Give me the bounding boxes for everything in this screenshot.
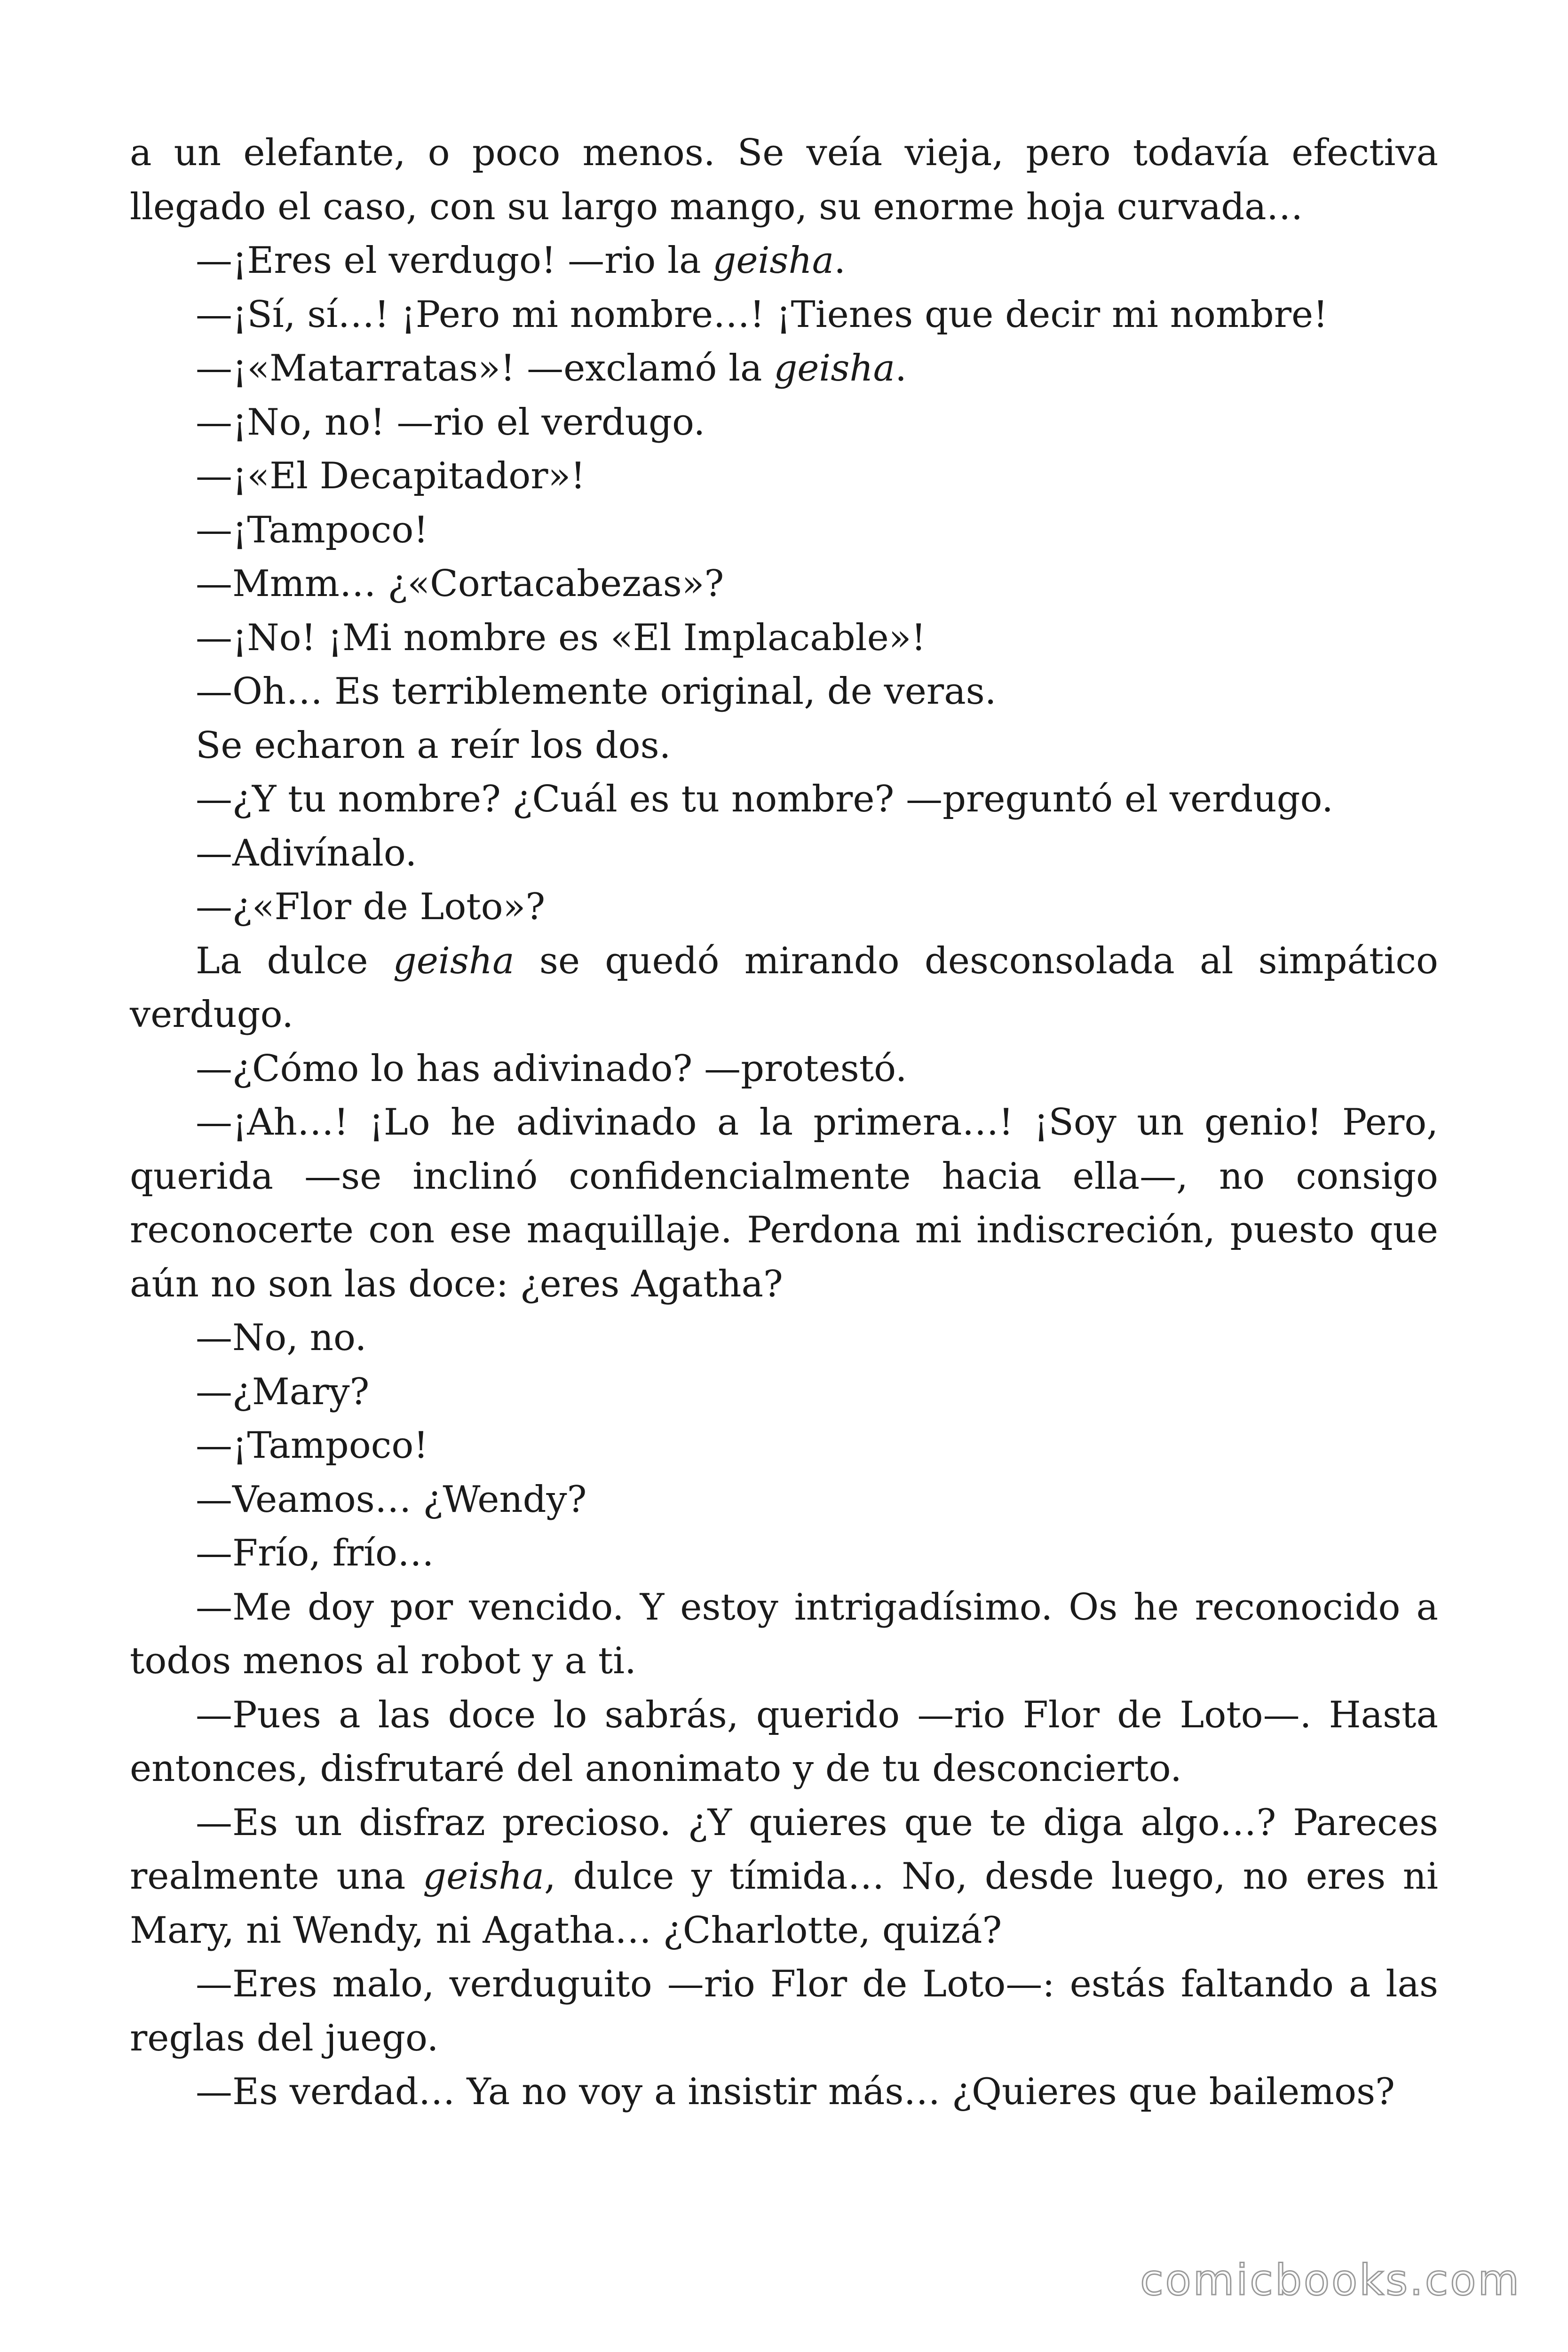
text-run: —Pues a las doce lo sabrás, querido —rio Flor de Loto—. Hasta entonces, disfrutaré del anonimato y de tu desconcierto. (130, 1693, 1438, 1790)
paragraph (130, 1473, 1438, 1527)
italic-text: geisha (423, 1855, 544, 1898)
text-run: —¡Eres el verdugo! —rio la (196, 239, 713, 282)
watermark: comicbooks.com (1140, 2256, 1521, 2305)
italic-text: geisha (713, 239, 834, 282)
text-run: —Mmm… ¿«Cortacabezas»? (196, 563, 724, 605)
text-run: , dulce y tímida… No, desde luego, no eres ni Mary, ni Wendy, ni Agatha… ¿Charlotte, quizá? (130, 1855, 1438, 1952)
paragraph (130, 611, 1438, 665)
text-run: —¡Tampoco! (196, 1424, 428, 1467)
text-run: La dulce (196, 939, 393, 982)
text-run: —Eres malo, verduguito —rio Flor de Loto—: estás faltando a las reglas del juego. (130, 1963, 1438, 2059)
paragraph (130, 826, 1438, 881)
text-run: —¡No! ¡Mi nombre es «El Implacable»! (196, 616, 926, 659)
paragraph (130, 1042, 1438, 1096)
text-run: —¿Mary? (196, 1370, 370, 1413)
paragraph (130, 772, 1438, 826)
text-run: —Es verdad… Ya no voy a insistir más… ¿Quieres que bailemos? (196, 2071, 1395, 2113)
paragraph (130, 1796, 1438, 1958)
italic-text: geisha (393, 939, 515, 982)
text-run: —¿Cómo lo has adivinado? —protestó. (196, 1047, 907, 1090)
paragraph (130, 880, 1438, 934)
text-run: . (895, 347, 907, 389)
paragraph (130, 126, 1438, 234)
paragraph (130, 1526, 1438, 1581)
text-run: —Es un disfraz precioso. ¿Y quieres que te diga algo…? Pareces realmente una (130, 1801, 1438, 1898)
text-run: a un elefante, o poco menos. Se veía vieja, pero todavía efectiva llegado el caso, con su largo mango, su enorme hoja curvada… (130, 132, 1438, 228)
text-run: —Oh… Es terriblemente original, de veras. (196, 670, 997, 713)
text-run: —¡Tampoco! (196, 509, 428, 551)
paragraph (130, 2065, 1438, 2119)
text-run: —¡«El Decapitador»! (196, 455, 586, 497)
text-run: Se echaron a reír los dos. (196, 724, 671, 767)
text-run: —¿«Flor de Loto»? (196, 886, 546, 928)
paragraph (130, 342, 1438, 396)
paragraph (130, 934, 1438, 1042)
paragraph (130, 557, 1438, 611)
paragraph (130, 1096, 1438, 1311)
paragraph (130, 449, 1438, 503)
paragraph (130, 1957, 1438, 2065)
paragraph (130, 503, 1438, 557)
text-run: se quedó mirando desconsolada al simpático verdugo. (130, 939, 1438, 1036)
italic-text: geisha (774, 347, 895, 389)
text-run: . (834, 239, 846, 282)
paragraph (130, 719, 1438, 773)
paragraph (130, 1419, 1438, 1473)
text-run: —¡Ah…! ¡Lo he adivinado a la primera…! ¡Soy un genio! Pero, querida —se inclinó confidencialmente hacia ella—, no consigo reconocerte con ese maquillaje. Perdona mi indiscreción, puesto que aún no son las doce: ¿eres Agatha? (130, 1101, 1438, 1305)
paragraph (130, 1581, 1438, 1688)
paragraph (130, 288, 1438, 342)
text-run: —¿Y tu nombre? ¿Cuál es tu nombre? —preguntó el verdugo. (196, 778, 1333, 820)
text-run: —Frío, frío… (196, 1532, 434, 1574)
paragraph (130, 234, 1438, 288)
text-run: —¡«Matarratas»! —exclamó la (196, 347, 774, 389)
text-run: —No, no. (196, 1317, 367, 1359)
paragraph (130, 1311, 1438, 1365)
text-run: —Adivínalo. (196, 832, 417, 874)
text-run: —Me doy por vencido. Y estoy intrigadísimo. Os he reconocido a todos menos al robot y a ti. (130, 1586, 1438, 1682)
paragraph (130, 1365, 1438, 1419)
paragraph (130, 396, 1438, 450)
text-run: —¡Sí, sí…! ¡Pero mi nombre…! ¡Tienes que decir mi nombre! (196, 293, 1328, 336)
paragraph (130, 1688, 1438, 1796)
page-body (130, 126, 1438, 2119)
paragraph (130, 665, 1438, 719)
text-run: —Veamos… ¿Wendy? (196, 1478, 587, 1521)
text-run: —¡No, no! —rio el verdugo. (196, 401, 705, 444)
